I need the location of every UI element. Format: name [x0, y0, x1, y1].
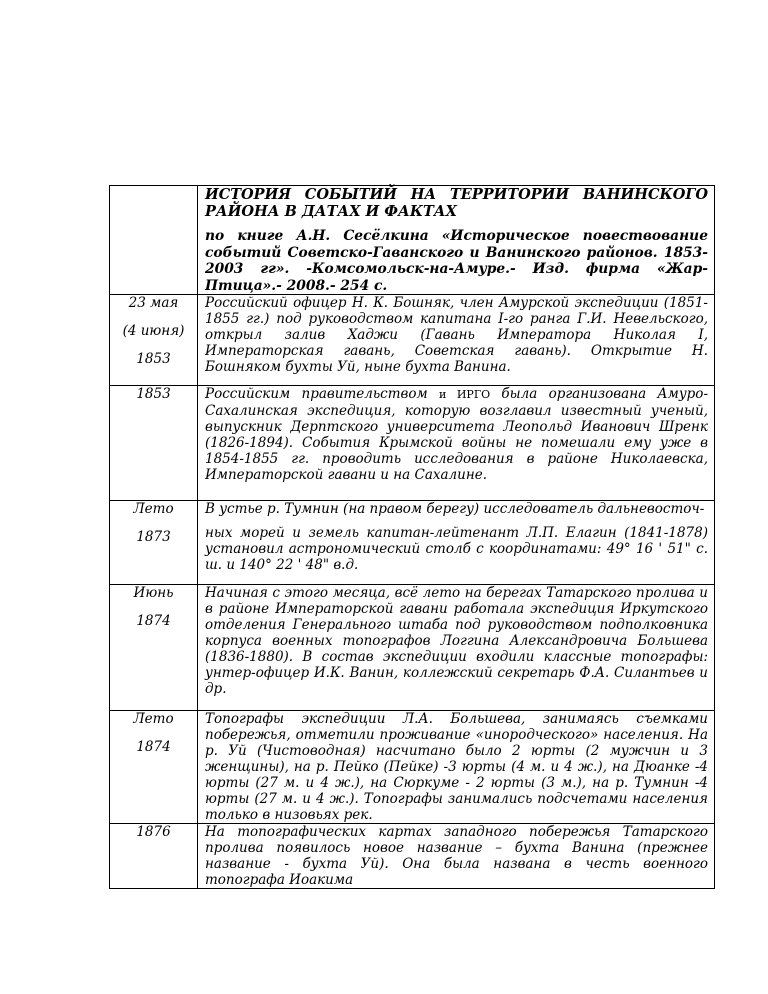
events-table — [109, 185, 715, 889]
event-text: На топографических картах западного побережья Татарского пролива появилось новое название – бухта Ванина (прежнее название - бухта Уй). Она была названа в честь военного топографа Иоакима — [198, 824, 715, 889]
date-cell — [110, 824, 198, 889]
date-cell — [110, 711, 198, 824]
table-row — [110, 501, 715, 585]
date-line: 1873 — [136, 529, 171, 545]
date-cell — [110, 501, 198, 585]
date-cell — [110, 585, 198, 711]
event-text: Топографы экспедиции Л.А. Большева, занимаясь съемками побережья, отметили проживание «инородческого» населения. На р. Уй (Чистоводная) насчитано было 2 юрты (2 мужчин и 3 женщины), на р. Пейко (Пейке) -3 юрты (4 м. и 4 ж.), на Дюанке -4 юрты (27 м. и 4 ж.), на Сюркуме - 2 юрты (3 м.), на р. Тумнин -4 юрты (27 м. и 4 ж.). Топографы занимались подсчетами населения только в низовьях рек. — [198, 711, 715, 824]
date-line: Июнь — [133, 585, 174, 601]
event-text-part: Российским правительством — [205, 386, 428, 402]
table-row — [110, 824, 715, 889]
event-text — [198, 386, 715, 501]
date-line: Лето — [133, 711, 174, 727]
page-title: ИСТОРИЯ СОБЫТИЙ НА ТЕРРИТОРИИ ВАНИНСКОГО РАЙОНА В ДАТАХ И ФАКТАХ — [205, 186, 708, 220]
header-cell — [198, 186, 715, 295]
date-cell — [110, 295, 198, 386]
date-line: (4 июня) — [122, 323, 185, 339]
event-text-part: В устье р. Тумнин (на правом берегу) исследователь дальневосточ- — [205, 501, 705, 517]
event-text: Российский офицер Н. К. Бошняк, член Амурской экспедиции (1851-1855 гг.) под руководством капитана I-го ранга Г.И. Невельского, открыл залив Хаджи (Гавань Императора Николая I, Императорская гавань, Советская гавань). Открытие Н. Бошняком бухты Уй, ныне бухта Ванина. — [198, 295, 715, 386]
date-line: 1853 — [136, 351, 171, 367]
date-line: 1874 — [136, 739, 171, 755]
header-row — [110, 186, 715, 295]
source-citation: по книге А.Н. Сесёлкина «Историческое повествование событий Советско-Гаванского и Ванинского районов. 1853-2003 гг». -Комсомольск-на-Амуре.- Изд. фирма «Жар-Птица».- 2008.- 254 с. — [205, 228, 708, 294]
date-cell — [110, 386, 198, 501]
event-text: Начиная с этого месяца, всё лето на берегах Татарского пролива и в районе Императорской гавани работала экспедиция Иркутского отделения Генерального штаба под руководством подполковника корпуса военных топографов Логгина Александровича Большева (1836-1880). В состав экспедиции входили классные топографы: унтер-офицер И.К. Ванин, коллежский секретарь Ф.А. Силантьев и др. — [198, 585, 715, 711]
date-line: 1874 — [136, 613, 171, 629]
date-line: 1876 — [136, 824, 171, 840]
event-text-part: и ИРГО — [439, 388, 491, 401]
event-text-part: ных морей и земель капитан-лейтенант Л.П. Елагин (1841-1878) установил астрономический столб с координатами: 49° 16 ' 51" с. ш. и 140° 22 ' 48" в.д. — [205, 525, 708, 573]
date-line: Лето — [133, 501, 174, 517]
date-line: 1853 — [136, 386, 171, 402]
table-row — [110, 386, 715, 501]
table-row — [110, 585, 715, 711]
header-date-cell — [110, 186, 198, 295]
table-row — [110, 711, 715, 824]
event-text — [198, 501, 715, 585]
table-row — [110, 295, 715, 386]
event-text-part: была организована Амуро-Сахалинская экспедиция, которую возглавил известный ученый, выпускник Дерптского университета Леопольд Иванович Шренк (1826-1894). События Крымской войны не помешали ему уже в 1854-1855 гг. проводить исследования в районе Николаевска, Императорской гавани и на Сахалине. — [205, 386, 709, 483]
date-line: 23 мая — [128, 295, 179, 311]
